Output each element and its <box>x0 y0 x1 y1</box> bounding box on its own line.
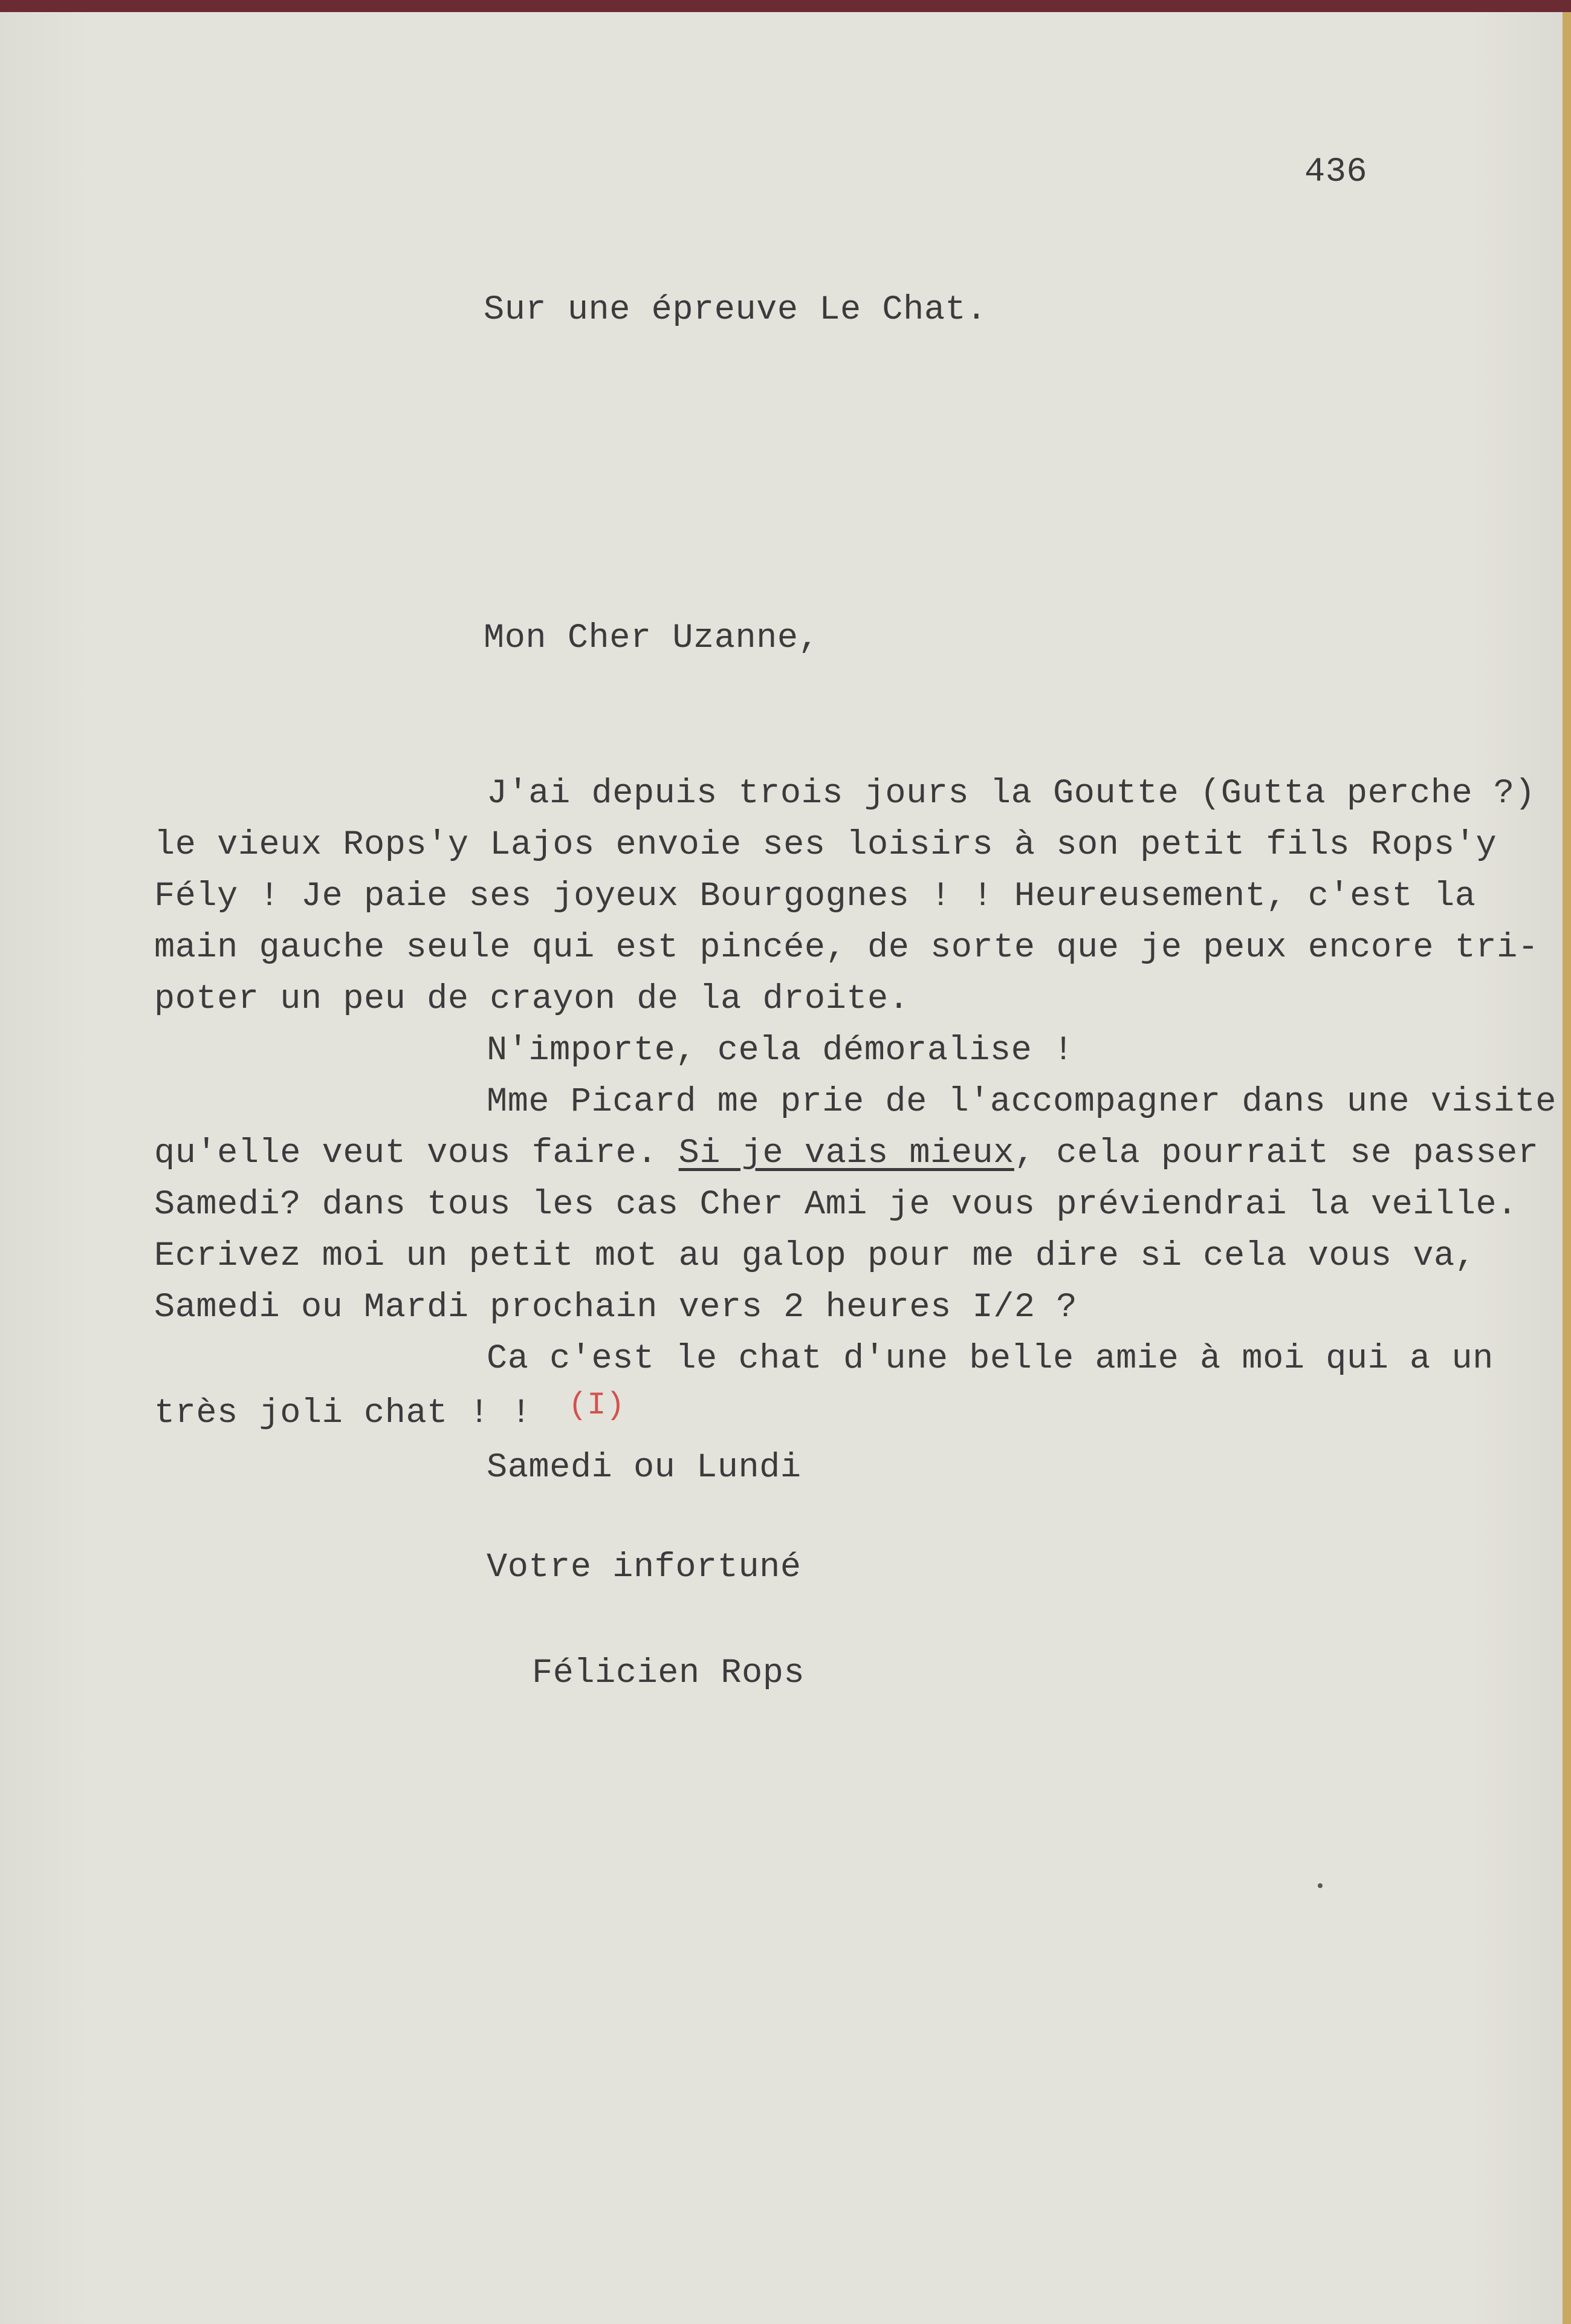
body-line: Samedi ou Mardi prochain vers 2 heures I/2 ? <box>154 1288 1078 1327</box>
letter-heading: Sur une épreuve Le Chat. <box>484 291 987 329</box>
salutation: Mon Cher Uzanne, <box>484 619 820 658</box>
body-line: poter un peu de crayon de la droite. <box>154 980 910 1019</box>
body-line <box>154 1134 1539 1173</box>
body-line: Samedi? dans tous les cas Cher Ami je vous préviendrai la veille. <box>154 1186 1518 1224</box>
footnote-mark: (I) <box>568 1388 625 1423</box>
underlined-phrase: Si je vais mieux <box>678 1134 1014 1173</box>
body-line: Fély ! Je paie ses joyeux Bourgognes ! ! Heureusement, c'est la <box>154 877 1476 916</box>
ink-speck <box>1318 1883 1323 1888</box>
page-edge <box>1563 12 1571 2324</box>
body-line: Ecrivez moi un petit mot au galop pour me dire si cela vous va, <box>154 1237 1476 1276</box>
body-text: , cela pourrait se passer <box>1014 1134 1539 1173</box>
body-line: le vieux Rops'y Lajos envoie ses loisirs à son petit fils Rops'y <box>154 826 1497 865</box>
body-text: qu'elle veut vous faire. <box>154 1134 679 1173</box>
body-line: très joli chat ! ! <box>154 1394 532 1433</box>
postscript: Samedi ou Lundi <box>487 1449 802 1487</box>
body-line: Mme Picard me prie de l'accompagner dans une visite <box>487 1083 1556 1121</box>
body-line: main gauche seule qui est pincée, de sorte que je peux encore tri- <box>154 929 1539 967</box>
page-number: 436 <box>1304 153 1368 192</box>
signature: Félicien Rops <box>532 1654 805 1693</box>
body-line: N'importe, cela démoralise ! <box>487 1031 1074 1070</box>
body-line: Ca c'est le chat d'une belle amie à moi qui a un <box>487 1340 1494 1378</box>
body-line: J'ai depuis trois jours la Goutte (Gutta perche ?) <box>487 774 1536 813</box>
closing: Votre infortuné <box>487 1548 802 1587</box>
